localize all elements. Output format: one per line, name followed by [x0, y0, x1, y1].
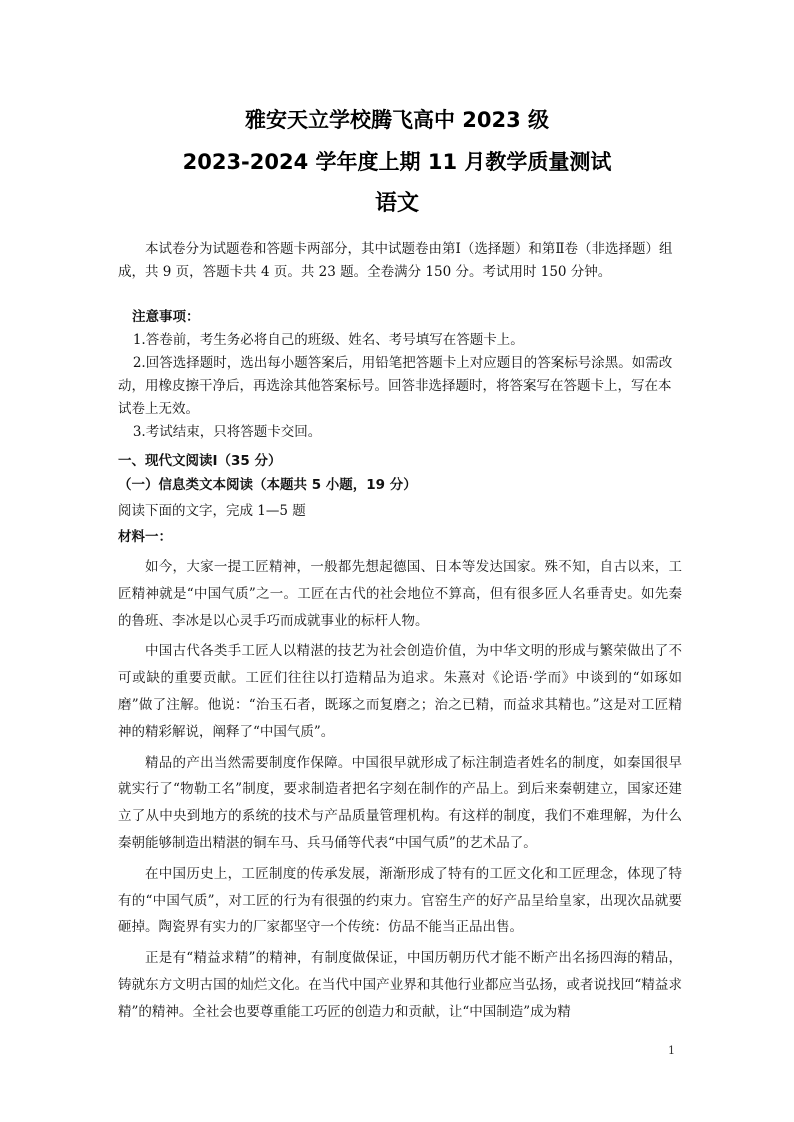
subject-title: 语文	[374, 191, 419, 216]
section-part-title: 一、现代文阅读Ⅰ（35 分）	[118, 453, 282, 469]
passage-paragraph: 正是有“精益求精”的精神，有制度做保证，中国历朝历代才能不断产出名扬四海的精品，铸就东方文明古国的灿烂文化。在当代中国产业界和其他行业都应当弘扬，或者说找回“精益求精”的精神。全社会也要尊重能工巧匠的创造力和贡献，让“中国制造”成为精	[118, 950, 682, 1020]
notice-item: 3.考试结束，只将答题卡交回。	[132, 424, 322, 440]
notice-list	[118, 329, 682, 444]
reading-passage	[118, 554, 682, 1030]
notice-item: 1.答卷前，考生务必将自己的班级、姓名、考号填写在答题卡上。	[132, 332, 524, 348]
exam-intro: 本试卷分为试题卷和答题卡两部分，其中试题卷由第Ⅰ（选择题）和第Ⅱ卷（非选择题）组成，共 9 页，答题卡共 4 页。共 23 题。全卷满分 150 分。考试用时 150 分钟。	[118, 241, 673, 280]
page-number: 1	[668, 1044, 675, 1057]
reading-instruction: 阅读下面的文字，完成 1—5 题	[118, 503, 306, 519]
notice-item: 2.回答选择题时，选出每小题答案后，用铅笔把答题卡上对应题目的答案标号涂黑。如需改动，用橡皮擦干净后，再选涂其他答案标号。回答非选择题时，将答案写在答题卡上，写在本试卷上无效。	[118, 355, 673, 417]
exam-title: 2023-2024 学年度上期 11 月教学质量测试	[182, 150, 612, 174]
passage-paragraph: 如今，大家一提工匠精神，一般都先想起德国、日本等发达国家。殊不知，自古以来，工匠精神就是“中国气质”之一。工匠在古代的社会地位不算高，但有很多匠人名垂青史。如先秦的鲁班、李冰是以心灵手巧而成就事业的标杆人物。	[118, 559, 682, 629]
school-title: 雅安天立学校腾飞高中 2023 级	[244, 108, 550, 132]
passage-paragraph: 中国古代各类手工匠人以精湛的技艺为社会创造价值，为中华文明的形成与繁荣做出了不可或缺的重要贡献。工匠们往往以打造精品为追求。朱熹对《论语·学而》中谈到的“如琢如磨”做了注解。他说：“治玉石者，既琢之而复磨之；治之已精，而益求其精也。”这是对工匠精神的精彩解说，阐释了“中国气质”。	[118, 643, 682, 740]
passage-paragraph: 精品的产出当然需要制度作保障。中国很早就形成了标注制造者姓名的制度，如秦国很早就实行了“物勒工名”制度，要求制造者把名字刻在制作的产品上。到后来秦朝建立，国家还建立了从中央到地方的系统的技术与产品质量管理机构。有这样的制度，我们不难理解，为什么秦朝能够制造出精湛的铜车马、兵马俑等代表“中国气质”的艺术品了。	[118, 754, 682, 851]
material-label: 材料一：	[118, 529, 172, 545]
notice-heading: 注意事项：	[132, 309, 200, 325]
section-sub-title: （一）信息类文本阅读（本题共 5 小题，19 分）	[118, 477, 417, 493]
passage-paragraph: 在中国历史上，工匠制度的传承发展，渐渐形成了特有的工匠文化和工匠理念，体现了特有的“中国气质”，对工匠的行为有很强的约束力。官窑生产的好产品呈给皇家，出现次品就要砸掉。陶瓷界有实力的厂家都坚守一个传统：仿品不能当正品出售。	[118, 865, 682, 936]
